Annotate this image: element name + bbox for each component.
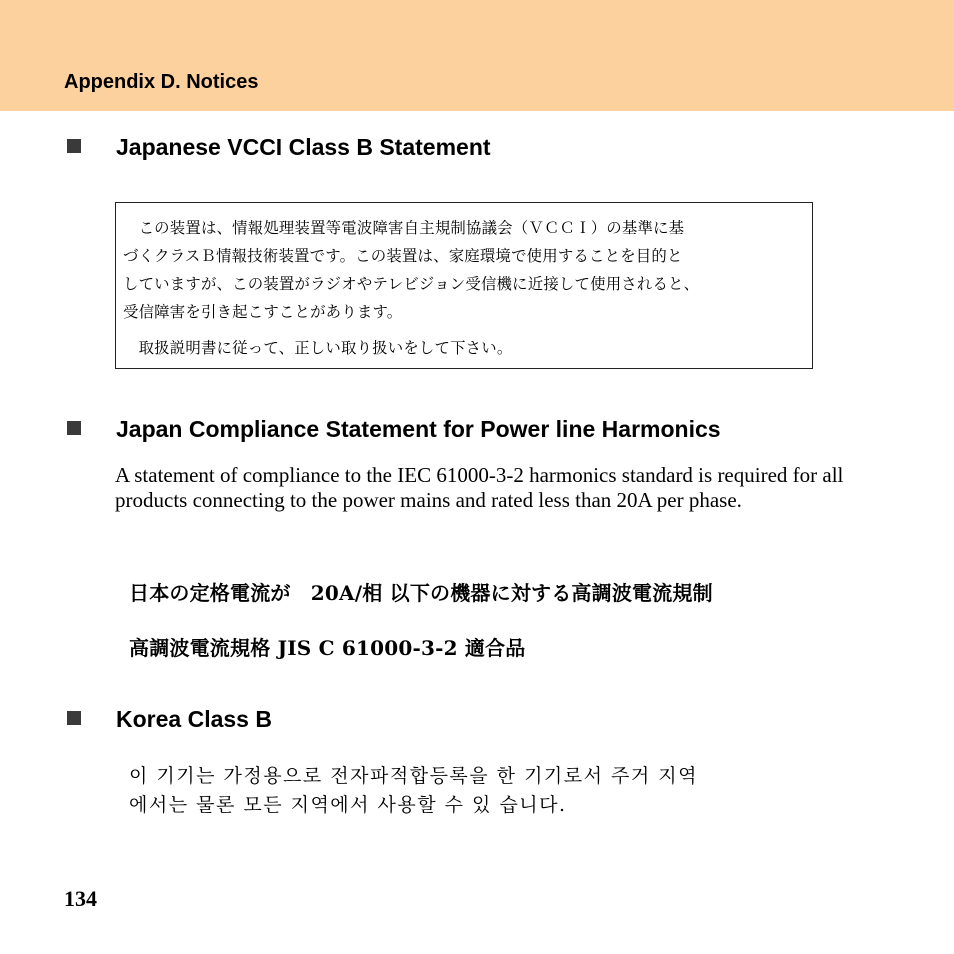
- section-heading-vcci: [0, 133, 954, 163]
- section-heading-harmonics: [0, 415, 954, 445]
- vcci-line: づくクラスＢ情報技術装置です。この装置は、家庭環境で使用することを目的と: [123, 247, 683, 265]
- vcci-line: していますが、この装置がラジオやテレビジョン受信機に近接して使用されると、: [123, 275, 700, 293]
- section-heading-korea: [0, 705, 954, 735]
- page-number: 134: [64, 886, 97, 911]
- jis-statement-line: 高調波電流規格 JIS C 61000-3-2 適合品: [129, 636, 526, 660]
- heading-text: Korea Class B: [116, 706, 272, 732]
- header-title: Appendix D. Notices: [64, 71, 259, 93]
- heading-text: Japanese VCCI Class B Statement: [116, 134, 491, 160]
- vcci-statement-box: [115, 202, 813, 369]
- jis-statement-line: 日本の定格電流が 20A/相 以下の機器に対する高調波電流規制: [129, 581, 713, 605]
- square-bullet-icon: [67, 421, 81, 435]
- vcci-line: 受信障害を引き起こすことがあります。: [123, 303, 403, 321]
- square-bullet-icon: [67, 711, 81, 725]
- square-bullet-icon: [67, 139, 81, 153]
- heading-text: Japan Compliance Statement for Power line Harmonics: [116, 416, 721, 442]
- korea-statement-line: 에서는 물론 모든 지역에서 사용할 수 있 습니다.: [129, 794, 567, 816]
- korea-statement-line: 이 기기는 가정용으로 전자파적합등록을 한 기기로서 주거 지역: [129, 765, 698, 787]
- vcci-line: この装置は、情報処理装置等電波障害自主規制協議会（ＶＣＣＩ）の基準に基: [123, 219, 685, 237]
- page-header: [0, 0, 954, 111]
- vcci-line: 取扱説明書に従って、正しい取り扱いをして下さい。: [123, 339, 513, 357]
- harmonics-paragraph: A statement of compliance to the IEC 61000-3-2 harmonics standard is required for all products connecting to the power mains and rated less than 20A per phase.: [115, 463, 844, 512]
